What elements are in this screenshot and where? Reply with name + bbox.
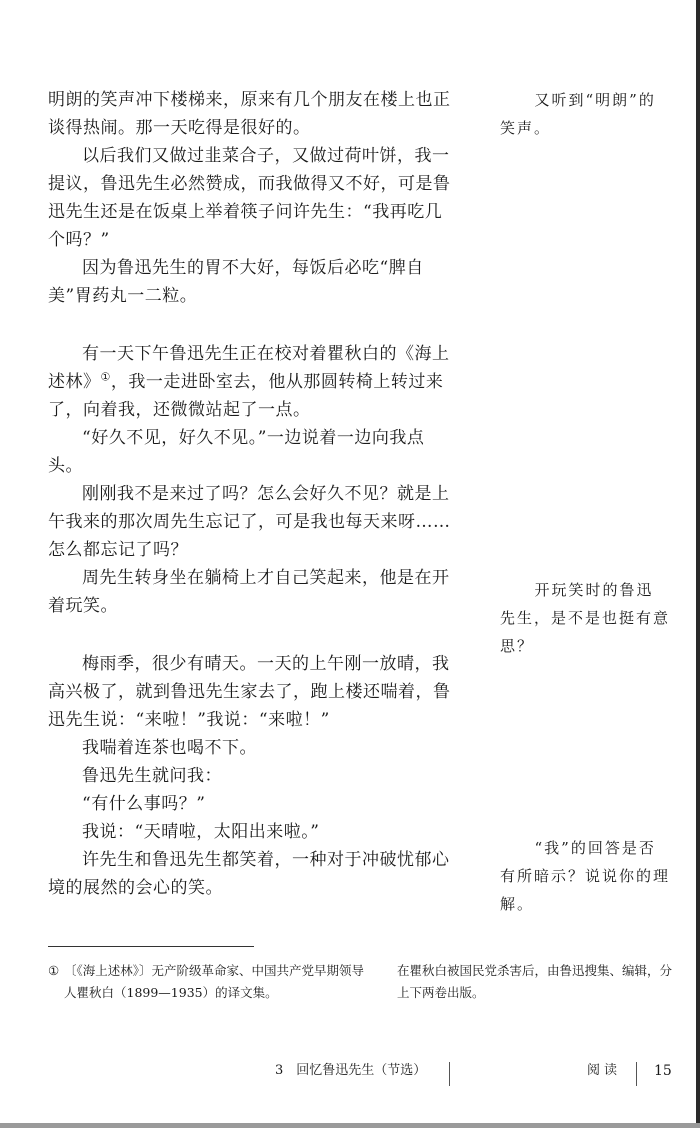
- footer-section-label: 阅读: [587, 1063, 622, 1078]
- main-text: [48, 86, 454, 902]
- paragraph: 我喘着连茶也喝不下。: [82, 738, 257, 758]
- paragraph: 刚刚我不是来过了吗？怎么会好久不见？就是上午我来的那次周先生忘记了，可是我也每天来呀……怎么都忘记了吗？: [48, 484, 451, 560]
- page-number: 15: [654, 1063, 672, 1079]
- paragraph: 我说：“天晴啦，太阳出来啦。”: [82, 822, 320, 842]
- page-edge-right: [696, 0, 700, 1128]
- paragraph-text: ，我一走进卧室去，他从那圆转椅上转过来了，向着我，还微微站起了一点。: [48, 372, 444, 420]
- footnote: [48, 960, 368, 1004]
- paragraph: 鲁迅先生就问我：: [82, 766, 222, 786]
- paragraph: “有什么事吗？”: [82, 794, 206, 814]
- footer-divider: [449, 1062, 450, 1086]
- side-note: [500, 576, 670, 660]
- footnote-text: 〔《海上述林》〕无产阶级革命家、中国共产党早期领导人瞿秋白（1899—1935）的译文集。: [64, 963, 365, 1000]
- paragraph: 以后我们又做过韭菜合子，又做过荷叶饼，我一提议，鲁迅先生必然赞成，而我做得又不好，可是鲁迅先生还是在饭桌上举着筷子问许先生：“我再吃几个吗？”: [48, 146, 451, 250]
- side-note-text: 又听到“明朗”的笑声。: [500, 91, 656, 137]
- footnote-marker: ①: [100, 370, 111, 384]
- section-gap: [48, 620, 454, 650]
- footer-divider: [636, 1062, 637, 1086]
- footnote-continued: 在瞿秋白被国民党杀害后，由鲁迅搜集、编辑，分上下两卷出版。: [397, 963, 673, 1000]
- paragraph: 周先生转身坐在躺椅上才自己笑起来，他是在开着玩笑。: [48, 568, 450, 616]
- side-note-text: “我”的回答是否有所暗示？说说你的理解。: [500, 839, 671, 913]
- paragraph-text: 有一天下午鲁迅先生正在校对着瞿秋白的《海上述林》: [48, 344, 450, 392]
- paragraph: 梅雨季，很少有晴天。一天的上午刚一放晴，我高兴极了，就到鲁迅先生家去了，跑上楼还喘着，鲁迅先生说：“来啦！”我说：“来啦！”: [48, 654, 451, 730]
- paragraph: “好久不见，好久不见。”一边说着一边向我点头。: [48, 428, 425, 476]
- paragraph: [48, 340, 454, 424]
- paragraph: 因为鲁迅先生的胃不大好，每饭后必吃“脾自美”胃药丸一二粒。: [48, 258, 424, 306]
- page-edge-bottom: [0, 1123, 700, 1128]
- footnote-divider: [48, 946, 254, 947]
- section-gap: [48, 310, 454, 340]
- side-note: [500, 86, 670, 142]
- side-note-text: 开玩笑时的鲁迅先生，是不是也挺有意思？: [500, 581, 671, 655]
- footer-chapter-title: 3 回忆鲁迅先生（节选）: [275, 1063, 427, 1078]
- side-note: [500, 834, 670, 918]
- footnote-mark: ①: [48, 963, 60, 978]
- paragraph: 明朗的笑声冲下楼梯来，原来有几个朋友在楼上也正谈得热闹。那一天吃得是很好的。: [48, 90, 451, 138]
- paragraph: 许先生和鲁迅先生都笑着，一种对于冲破忧郁心境的展然的会心的笑。: [48, 850, 450, 898]
